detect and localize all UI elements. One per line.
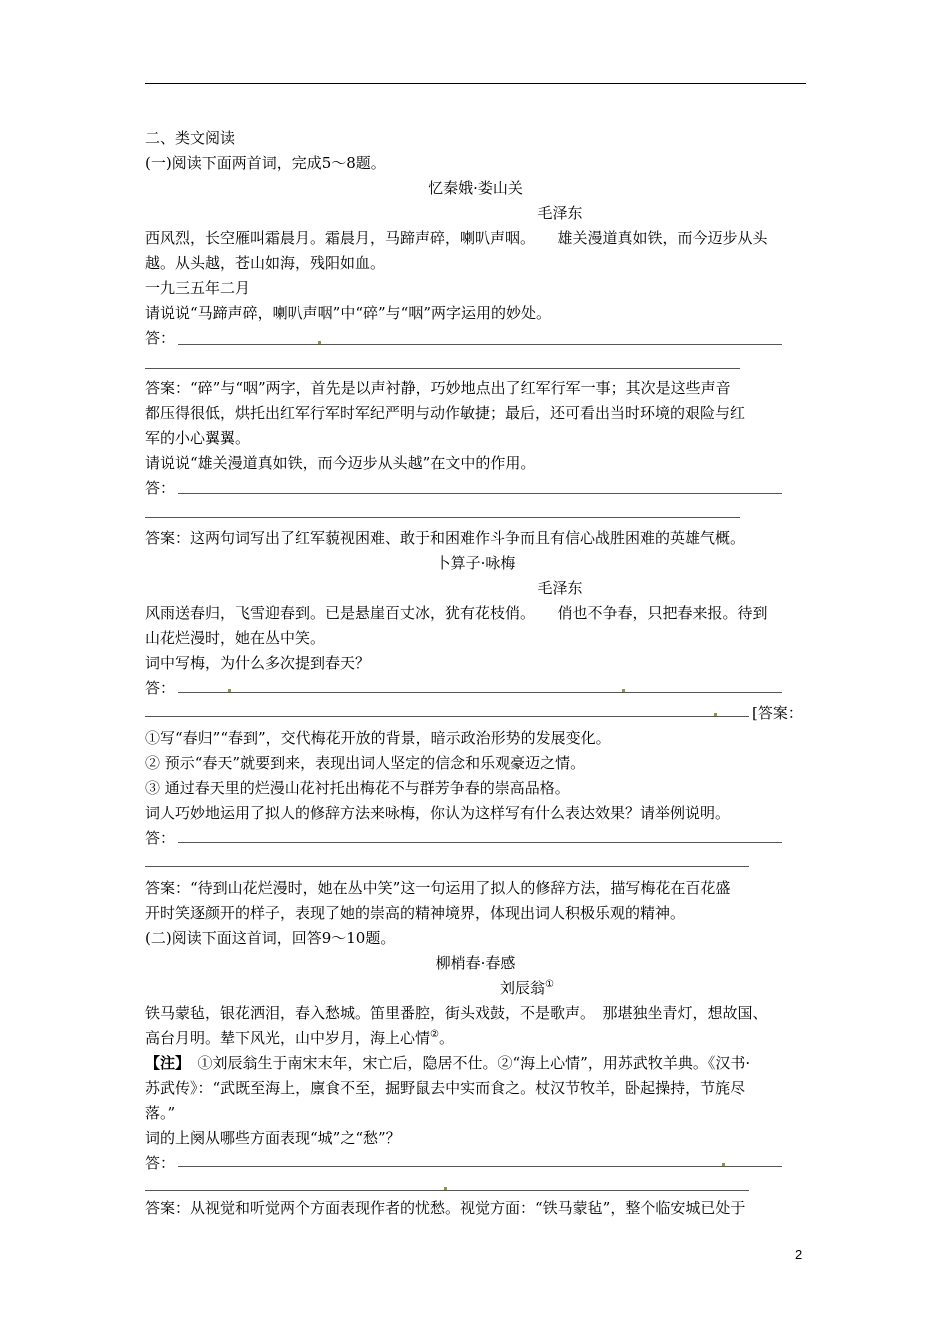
mark-dot <box>714 713 717 716</box>
q9-answer-1: 答案：从视觉和听觉两个方面表现作者的忧愁。视觉方面：“铁马蒙毡”，整个临安城已处于 <box>145 1199 746 1217</box>
header-rule <box>145 83 806 84</box>
poem3-author: 刘辰翁① <box>500 979 554 997</box>
q5-answer-label: 答： <box>145 329 176 347</box>
note-label: 【注】 <box>145 1054 183 1072</box>
q7-answer-1: ①写“春归”“春到”，交代梅花开放的背景，暗示政治形势的发展变化。 <box>145 729 611 747</box>
poem2-title: 卜算子·咏梅 <box>435 554 516 572</box>
q6-answer-label: 答： <box>145 479 176 497</box>
part1-intro: (一)阅读下面两首词，完成5～8题。 <box>145 154 386 172</box>
poem2-line1: 风雨送春归，飞雪迎春到。已是悬崖百丈冰，犹有花枝俏。 俏也不争春，只把春来报。待到 <box>145 604 768 622</box>
q6-answer-1: 答案：这两句词写出了红军藐视困难、敢于和困难作斗争而且有信心战胜困难的英雄气概。 <box>145 529 746 547</box>
q9-question: 词的上阕从哪些方面表现“城”之“愁”？ <box>145 1129 401 1147</box>
q5-answer-3: 军的小心翼翼。 <box>145 429 251 447</box>
section-title: 二、类文阅读 <box>145 129 236 147</box>
q7-answer-3: ③ 通过春天里的烂漫山花衬托出梅花不与群芳争春的崇高品格。 <box>145 779 570 797</box>
poem3-line1: 铁马蒙毡，银花洒泪，春入愁城。笛里番腔，街头戏鼓，不是歌声。 那堪独坐青灯，想故国、 <box>145 1004 768 1022</box>
poem1-date: 一九三五年二月 <box>145 279 251 297</box>
note-line1: 【注】 ①刘辰翁生于南宋末年，宋亡后，隐居不仕。②“海上心情”，用苏武牧羊典。《汉书· <box>145 1054 751 1072</box>
poem3-line2: 高台月明。辇下风光，山中岁月，海上心情②。 <box>145 1029 454 1047</box>
q5-answer-line-2[interactable] <box>145 368 740 369</box>
mark-dot <box>722 1163 725 1166</box>
q8-question: 词人巧妙地运用了拟人的修辞方法来咏梅，你认为这样写有什么表达效果？请举例说明。 <box>145 804 731 822</box>
poem1-author: 毛泽东 <box>537 204 583 222</box>
poem3-title: 柳梢春·春感 <box>435 954 516 972</box>
q5-answer-line-1[interactable] <box>178 344 782 345</box>
poem1-title: 忆秦娥·娄山关 <box>428 179 523 197</box>
mark-dot <box>444 1187 447 1190</box>
q5-answer-1: 答案：“碎”与“咽”两字，首先是以声衬静，巧妙地点出了红军行军一事；其次是这些声音 <box>145 379 731 397</box>
q8-answer-label: 答： <box>145 829 176 847</box>
q7-answer-2: ② 预示“春天”就要到来，表现出词人坚定的信念和乐观豪迈之情。 <box>145 754 586 772</box>
q9-answer-line-2[interactable] <box>145 1190 749 1191</box>
page-number: 2 <box>795 1247 803 1262</box>
q7-answer-line-2[interactable] <box>145 716 749 717</box>
note-line3: 落。” <box>145 1104 176 1122</box>
mark-dot <box>622 689 625 692</box>
q7-question: 词中写梅，为什么多次提到春天？ <box>145 654 371 672</box>
q5-question: 请说说“马蹄声碎，喇叭声咽”中“碎”与“咽”两字运用的妙处。 <box>145 304 552 322</box>
poem1-line2: 越。从头越，苍山如海，残阳如血。 <box>145 254 386 272</box>
q8-answer-line-2[interactable] <box>145 866 749 867</box>
q7-answer-tag: [答案： <box>752 704 803 722</box>
q9-answer-line-1[interactable] <box>178 1166 782 1167</box>
poem2-line2: 山花烂漫时，她在丛中笑。 <box>145 629 326 647</box>
footnote-mark-1: ① <box>545 979 554 990</box>
footnote-mark-2: ② <box>430 1029 439 1040</box>
q7-answer-label: 答： <box>145 679 176 697</box>
q6-question: 请说说“雄关漫道真如铁，而今迈步从头越”在文中的作用。 <box>145 454 536 472</box>
poem2-author: 毛泽东 <box>537 579 583 597</box>
poem1-line1: 西风烈，长空雁叫霜晨月。霜晨月，马蹄声碎，喇叭声咽。 雄关漫道真如铁，而今迈步从头 <box>145 229 768 247</box>
q9-answer-label: 答： <box>145 1154 176 1172</box>
q8-answer-line-1[interactable] <box>178 842 782 843</box>
part2-intro: (二)阅读下面这首词，回答9～10题。 <box>145 929 396 947</box>
q6-answer-line-2[interactable] <box>145 517 740 518</box>
q5-answer-2: 都压得很低，烘托出红军行军时军纪严明与动作敏捷；最后，还可看出当时环境的艰险与红 <box>145 404 746 422</box>
q8-answer-2: 开时笑逐颜开的样子，表现了她的崇高的精神境界，体现出词人积极乐观的精神。 <box>145 904 686 922</box>
note-line2: 苏武传》：“武既至海上，廪食不至，掘野鼠去中实而食之。杖汉节牧羊，卧起操持，节旄尽 <box>145 1079 746 1097</box>
q6-answer-line-1[interactable] <box>178 493 782 494</box>
mark-dot <box>228 689 231 692</box>
q8-answer-1: 答案：“待到山花烂漫时，她在丛中笑”这一句运用了拟人的修辞方法，描写梅花在百花盛 <box>145 879 731 897</box>
mark-dot <box>318 341 321 344</box>
q7-answer-line-1[interactable] <box>178 692 782 693</box>
